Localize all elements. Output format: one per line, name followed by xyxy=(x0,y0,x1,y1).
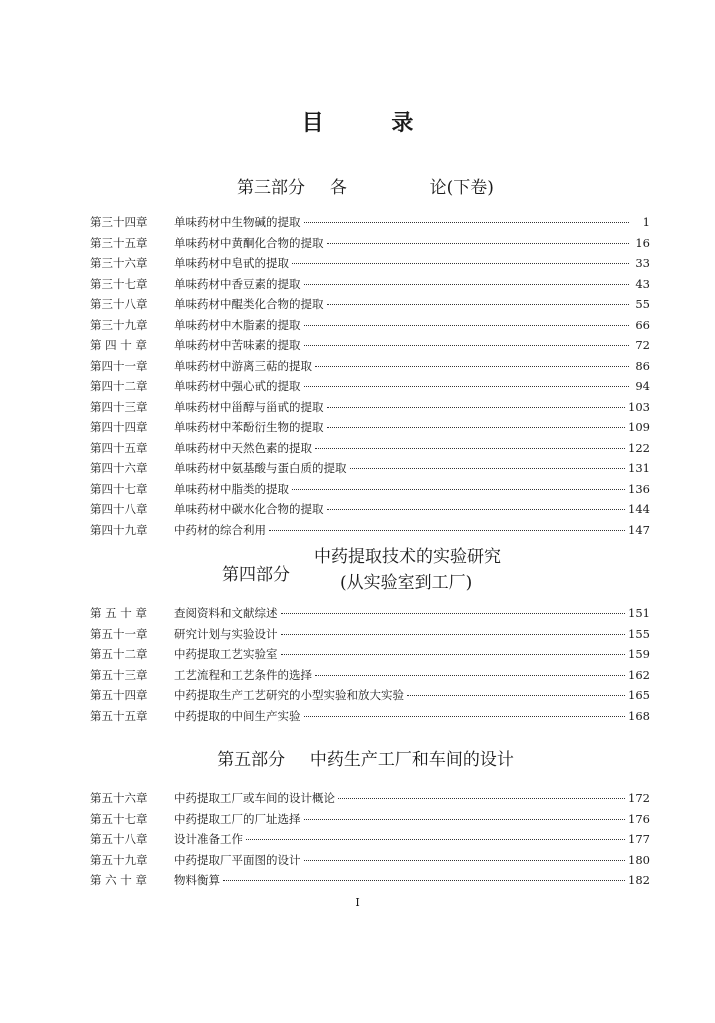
toc-chapter-number: 第四十五章 xyxy=(90,440,148,455)
toc-dot-leader xyxy=(223,880,625,881)
toc-chapter-title: 单味药材中生物碱的提取 xyxy=(174,215,301,229)
toc-chapter-title: 中药提取生产工艺研究的小型实验和放大实验 xyxy=(174,688,404,702)
toc-page-number: 172 xyxy=(628,791,650,805)
toc-entry xyxy=(90,831,650,852)
toc-entry xyxy=(90,378,650,399)
toc-chapter-title: 单味药材中游离三萜的提取 xyxy=(174,358,312,373)
toc-chapter-title: 单味药材中木脂素的提取 xyxy=(174,317,301,332)
part4-label: 第四部分 xyxy=(222,565,290,585)
toc-part5 xyxy=(90,790,650,893)
part4-title-line2: (从实验室到工厂) xyxy=(340,573,473,593)
toc-chapter-number: 第四十一章 xyxy=(90,358,148,373)
toc-page-number: 43 xyxy=(635,276,650,291)
toc-page-number: 33 xyxy=(635,256,650,270)
toc-page-number: 16 xyxy=(635,235,650,250)
toc-chapter-number: 第 五 十 章 xyxy=(90,606,147,620)
toc-chapter-title: 中药提取工艺实验室 xyxy=(174,647,278,661)
toc-entry xyxy=(90,481,650,502)
toc-entry xyxy=(90,522,650,543)
toc-chapter-number: 第四十八章 xyxy=(90,502,148,516)
toc-dot-leader xyxy=(304,345,630,346)
toc-chapter-number: 第四十四章 xyxy=(90,420,148,434)
toc-chapter-title: 单味药材中碳水化合物的提取 xyxy=(174,502,324,516)
toc-dot-leader xyxy=(350,468,626,469)
toc-entry xyxy=(90,790,650,811)
toc-chapter-number: 第五十七章 xyxy=(90,811,148,826)
toc-chapter-title: 中药提取的中间生产实验 xyxy=(174,708,301,723)
toc-dot-leader xyxy=(281,613,626,614)
toc-dot-leader xyxy=(269,530,625,531)
part4-heading xyxy=(222,542,582,598)
toc-page-number: 122 xyxy=(628,440,650,455)
toc-dot-leader xyxy=(407,695,625,696)
toc-chapter-title: 单味药材中甾醇与甾甙的提取 xyxy=(174,399,324,414)
toc-page-number: 55 xyxy=(635,297,650,311)
toc-chapter-number: 第五十六章 xyxy=(90,791,148,805)
toc-chapter-number: 第五十四章 xyxy=(90,688,148,702)
toc-dot-leader xyxy=(327,509,626,510)
toc-page-number: 159 xyxy=(628,647,650,661)
toc-chapter-title: 中药提取工厂或车间的设计概论 xyxy=(174,791,335,805)
toc-dot-leader xyxy=(281,654,626,655)
toc-chapter-title: 单味药材中苦味素的提取 xyxy=(174,338,301,352)
toc-page-number: 72 xyxy=(635,338,650,352)
toc-entry xyxy=(90,687,650,708)
toc-entry xyxy=(90,460,650,481)
toc-chapter-title: 查阅资料和文献综述 xyxy=(174,606,278,620)
toc-page-number: 1 xyxy=(642,215,650,229)
toc-dot-leader xyxy=(246,839,625,840)
toc-chapter-number: 第四十九章 xyxy=(90,522,148,537)
toc-chapter-title: 中药材的综合利用 xyxy=(174,522,266,537)
part3-title-b: 论(下卷) xyxy=(429,178,494,198)
part3-title-a: 各 xyxy=(329,178,347,198)
toc-chapter-number: 第三十九章 xyxy=(90,317,148,332)
toc-page-number: 94 xyxy=(635,379,650,393)
toc-entry xyxy=(90,501,650,522)
toc-chapter-title: 物料衡算 xyxy=(174,873,220,887)
toc-chapter-number: 第四十三章 xyxy=(90,399,148,414)
toc-chapter-title: 单味药材中脂类的提取 xyxy=(174,481,289,496)
toc-entry xyxy=(90,419,650,440)
part3-heading xyxy=(8,173,715,198)
toc-entry xyxy=(90,667,650,688)
toc-part4 xyxy=(90,605,650,728)
toc-entry xyxy=(90,296,650,317)
toc-page-number: 131 xyxy=(628,461,650,475)
toc-chapter-title: 单味药材中醌类化合物的提取 xyxy=(174,297,324,311)
toc-chapter-number: 第四十二章 xyxy=(90,379,148,393)
toc-entry xyxy=(90,440,650,461)
toc-dot-leader xyxy=(292,489,625,490)
toc-entry xyxy=(90,852,650,873)
toc-page-number: 144 xyxy=(628,502,650,516)
part5-label: 第五部分 xyxy=(217,750,286,770)
toc-chapter-title: 单味药材中香豆素的提取 xyxy=(174,276,301,291)
toc-page-number: 168 xyxy=(628,708,650,723)
toc-chapter-number: 第三十五章 xyxy=(90,235,148,250)
toc-chapter-title: 研究计划与实验设计 xyxy=(174,626,278,641)
toc-chapter-title: 单味药材中氨基酸与蛋白质的提取 xyxy=(174,461,347,475)
toc-dot-leader xyxy=(281,634,626,635)
toc-chapter-number: 第五十五章 xyxy=(90,708,148,723)
toc-dot-leader xyxy=(327,304,630,305)
toc-chapter-number: 第四十七章 xyxy=(90,481,148,496)
toc-dot-leader xyxy=(327,427,626,428)
toc-chapter-number: 第三十六章 xyxy=(90,256,148,270)
toc-entry xyxy=(90,605,650,626)
toc-entry xyxy=(90,214,650,235)
toc-page-number: 151 xyxy=(628,606,650,620)
toc-entry xyxy=(90,255,650,276)
toc-chapter-title: 单味药材中苯酚衍生物的提取 xyxy=(174,420,324,434)
toc-page-number: 155 xyxy=(628,626,650,641)
toc-chapter-number: 第四十六章 xyxy=(90,461,148,475)
toc-entry xyxy=(90,811,650,832)
toc-entry xyxy=(90,317,650,338)
toc-chapter-number: 第 六 十 章 xyxy=(90,873,147,887)
toc-dot-leader xyxy=(304,325,630,326)
toc-chapter-number: 第五十三章 xyxy=(90,667,148,682)
toc-chapter-title: 工艺流程和工艺条件的选择 xyxy=(174,667,312,682)
toc-chapter-title: 中药提取厂平面图的设计 xyxy=(174,852,301,867)
toc-dot-leader xyxy=(304,819,626,820)
toc-entry xyxy=(90,872,650,893)
toc-page-number: 66 xyxy=(635,317,650,332)
toc-chapter-title: 单味药材中皂甙的提取 xyxy=(174,256,289,270)
toc-page-number: 136 xyxy=(628,481,650,496)
toc-entry xyxy=(90,626,650,647)
toc-dot-leader xyxy=(338,798,625,799)
toc-entry xyxy=(90,358,650,379)
toc-chapter-title: 设计准备工作 xyxy=(174,832,243,846)
toc-chapter-number: 第三十七章 xyxy=(90,276,148,291)
toc-chapter-number: 第三十八章 xyxy=(90,297,148,311)
toc-entry xyxy=(90,646,650,667)
toc-page-number: 147 xyxy=(628,522,650,537)
toc-dot-leader xyxy=(304,716,626,717)
toc-chapter-title: 单味药材中天然色素的提取 xyxy=(174,440,312,455)
toc-dot-leader xyxy=(292,263,629,264)
toc-page-number: 109 xyxy=(628,420,650,434)
page-title: 目 录 xyxy=(301,110,444,136)
toc-chapter-title: 中药提取工厂的厂址选择 xyxy=(174,811,301,826)
toc-page-number: 165 xyxy=(628,688,650,702)
toc-entry xyxy=(90,337,650,358)
toc-chapter-number: 第五十一章 xyxy=(90,626,148,641)
toc-page-number: 182 xyxy=(628,873,650,887)
toc-dot-leader xyxy=(304,284,630,285)
toc-chapter-number: 第三十四章 xyxy=(90,215,148,229)
toc-page-number: 177 xyxy=(628,832,650,846)
toc-part3 xyxy=(90,214,650,542)
part3-label: 第三部分 xyxy=(237,178,306,198)
toc-entry xyxy=(90,399,650,420)
toc-page-number: 162 xyxy=(628,667,650,682)
toc-chapter-number: 第五十九章 xyxy=(90,852,148,867)
toc-page-number: 103 xyxy=(628,399,650,414)
toc-dot-leader xyxy=(327,407,626,408)
toc-page-number: 180 xyxy=(628,852,650,867)
toc-dot-leader xyxy=(315,366,629,367)
toc-entry xyxy=(90,276,650,297)
part4-title-line1: 中药提取技术的实验研究 xyxy=(314,547,501,567)
toc-dot-leader xyxy=(304,386,630,387)
toc-entry xyxy=(90,708,650,729)
toc-dot-leader xyxy=(315,675,625,676)
toc-chapter-number: 第五十二章 xyxy=(90,647,148,661)
toc-page-number: 176 xyxy=(628,811,650,826)
part5-title: 中药生产工厂和车间的设计 xyxy=(309,750,514,770)
toc-page-number: 86 xyxy=(635,358,650,373)
part5-heading xyxy=(8,745,715,770)
toc-chapter-title: 单味药材中强心甙的提取 xyxy=(174,379,301,393)
toc-chapter-number: 第 四 十 章 xyxy=(90,338,147,352)
toc-chapter-number: 第五十八章 xyxy=(90,832,148,846)
toc-dot-leader xyxy=(304,860,626,861)
toc-dot-leader xyxy=(304,222,630,223)
toc-chapter-title: 单味药材中黄酮化合物的提取 xyxy=(174,235,324,250)
page-number: I xyxy=(355,896,360,909)
toc-entry xyxy=(90,235,650,256)
toc-dot-leader xyxy=(327,243,630,244)
toc-dot-leader xyxy=(315,448,625,449)
